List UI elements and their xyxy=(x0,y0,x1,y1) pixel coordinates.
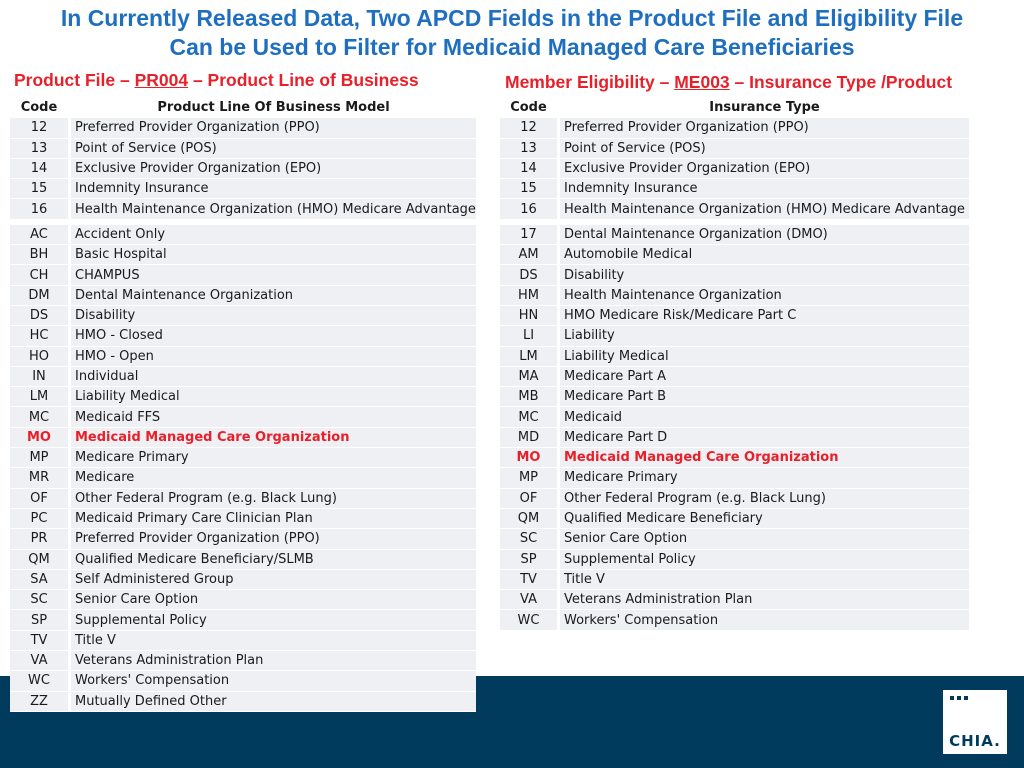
row-description: Medicare Primary xyxy=(560,468,969,488)
row-description: Exclusive Provider Organization (EPO) xyxy=(71,159,476,179)
row-description: Preferred Provider Organization (PPO) xyxy=(71,118,476,138)
row-description: Preferred Provider Organization (PPO) xyxy=(560,118,969,138)
row-description: Veterans Administration Plan xyxy=(560,590,969,610)
header-code: Code xyxy=(10,98,71,118)
header-description: Insurance Type xyxy=(560,98,969,118)
row-code: HN xyxy=(500,306,560,326)
table-row xyxy=(10,245,476,265)
product-file-suffix: – Product Line of Business xyxy=(188,70,419,90)
row-code: DS xyxy=(500,265,560,285)
table-row xyxy=(10,407,476,427)
row-description: Individual xyxy=(71,367,476,387)
header-code: Code xyxy=(500,98,560,118)
table-row xyxy=(500,139,969,159)
row-code: VA xyxy=(10,651,71,671)
table-row xyxy=(10,489,476,509)
row-code: MC xyxy=(10,407,71,427)
row-description: Automobile Medical xyxy=(560,245,969,265)
row-code: VA xyxy=(500,590,560,610)
row-description: Point of Service (POS) xyxy=(71,139,476,159)
row-description: Medicare xyxy=(71,468,476,488)
row-description: Indemnity Insurance xyxy=(71,179,476,199)
row-description: Medicaid Managed Care Organization xyxy=(560,448,969,468)
row-description: Exclusive Provider Organization (EPO) xyxy=(560,159,969,179)
row-description: Veterans Administration Plan xyxy=(71,651,476,671)
table-row xyxy=(500,610,969,630)
row-description: Senior Care Option xyxy=(71,590,476,610)
row-code: 15 xyxy=(500,179,560,199)
row-description: Supplemental Policy xyxy=(71,610,476,630)
table-row xyxy=(500,326,969,346)
row-description: Liability Medical xyxy=(71,387,476,407)
table-row xyxy=(10,428,476,448)
table-row xyxy=(500,489,969,509)
table-row xyxy=(10,570,476,590)
table-row xyxy=(10,326,476,346)
member-eligibility-heading xyxy=(505,71,952,93)
product-file-prefix: Product File – xyxy=(14,70,135,90)
row-code: MA xyxy=(500,367,560,387)
row-code: ZZ xyxy=(10,692,71,712)
row-description: Dental Maintenance Organization xyxy=(71,286,476,306)
row-code: DS xyxy=(10,306,71,326)
row-code: WC xyxy=(10,671,71,691)
row-code: SC xyxy=(10,590,71,610)
row-description: CHAMPUS xyxy=(71,265,476,285)
table-row xyxy=(10,199,476,219)
row-description: Disability xyxy=(71,306,476,326)
table-row xyxy=(500,118,969,138)
row-description: Senior Care Option xyxy=(560,529,969,549)
logo-text: CHIA. xyxy=(949,732,1001,750)
row-description: Mutually Defined Other xyxy=(71,692,476,712)
row-code: MR xyxy=(10,468,71,488)
table-row xyxy=(10,387,476,407)
row-code: 13 xyxy=(10,139,71,159)
table-row xyxy=(500,529,969,549)
row-code: 17 xyxy=(500,225,560,245)
member-eligibility-prefix: Member Eligibility – xyxy=(505,72,675,92)
table-row xyxy=(500,347,969,367)
table-row xyxy=(500,225,969,245)
row-code: OF xyxy=(10,489,71,509)
row-description: Other Federal Program (e.g. Black Lung) xyxy=(71,489,476,509)
table-body xyxy=(10,118,476,712)
table-row xyxy=(500,179,969,199)
table-row xyxy=(500,367,969,387)
product-field-code: PR004 xyxy=(134,70,189,90)
row-code: CH xyxy=(10,265,71,285)
table-row xyxy=(500,448,969,468)
row-code: DM xyxy=(10,286,71,306)
row-code: 15 xyxy=(10,179,71,199)
row-description: Self Administered Group xyxy=(71,570,476,590)
row-code: OF xyxy=(500,489,560,509)
row-code: AC xyxy=(10,225,71,245)
table-row xyxy=(10,286,476,306)
table-row xyxy=(500,590,969,610)
row-code: QM xyxy=(500,509,560,529)
table-row xyxy=(10,347,476,367)
row-description: Point of Service (POS) xyxy=(560,139,969,159)
row-code: SP xyxy=(500,550,560,570)
table-row xyxy=(10,179,476,199)
row-code: 13 xyxy=(500,139,560,159)
row-description: Disability xyxy=(560,265,969,285)
row-description: Medicaid FFS xyxy=(71,407,476,427)
table-row xyxy=(500,245,969,265)
row-description: Qualified Medicare Beneficiary xyxy=(560,509,969,529)
header-description: Product Line Of Business Model xyxy=(71,98,476,118)
row-code: TV xyxy=(10,631,71,651)
table-row xyxy=(10,159,476,179)
table-row xyxy=(10,590,476,610)
row-code: 16 xyxy=(10,199,71,219)
table-row xyxy=(10,509,476,529)
row-code: MO xyxy=(10,428,71,448)
row-code: AM xyxy=(500,245,560,265)
table-row xyxy=(500,199,969,219)
table-row xyxy=(500,407,969,427)
table-row xyxy=(500,570,969,590)
table-row xyxy=(10,448,476,468)
table-row xyxy=(500,265,969,285)
table-header xyxy=(500,98,969,118)
row-code: LM xyxy=(500,347,560,367)
row-description: Indemnity Insurance xyxy=(560,179,969,199)
row-description: Medicaid Primary Care Clinician Plan xyxy=(71,509,476,529)
row-code: LI xyxy=(500,326,560,346)
row-code: BH xyxy=(10,245,71,265)
table-row xyxy=(10,550,476,570)
table-row xyxy=(10,610,476,630)
row-description: Medicare Part B xyxy=(560,387,969,407)
row-description: Workers' Compensation xyxy=(71,671,476,691)
title-line-1: In Currently Released Data, Two APCD Fields in the Product File and Eligibility File xyxy=(60,5,964,31)
table-row xyxy=(10,225,476,245)
row-description: Medicaid Managed Care Organization xyxy=(71,428,476,448)
row-code: QM xyxy=(10,550,71,570)
table-row xyxy=(10,692,476,712)
logo-dots xyxy=(950,696,968,700)
row-code: SC xyxy=(500,529,560,549)
row-description: HMO - Open xyxy=(71,347,476,367)
row-code: 12 xyxy=(500,118,560,138)
row-description: Health Maintenance Organization xyxy=(560,286,969,306)
table-row xyxy=(500,286,969,306)
row-code: IN xyxy=(10,367,71,387)
product-file-heading xyxy=(14,69,419,91)
table-row xyxy=(10,367,476,387)
row-code: MP xyxy=(10,448,71,468)
row-description: Accident Only xyxy=(71,225,476,245)
table-row xyxy=(10,118,476,138)
row-description: Medicare Part D xyxy=(560,428,969,448)
table-row xyxy=(500,550,969,570)
row-code: PR xyxy=(10,529,71,549)
row-description: Basic Hospital xyxy=(71,245,476,265)
row-code: PC xyxy=(10,509,71,529)
row-code: 16 xyxy=(500,199,560,219)
row-description: HMO - Closed xyxy=(71,326,476,346)
row-description: Supplemental Policy xyxy=(560,550,969,570)
table-row xyxy=(500,468,969,488)
row-description: Health Maintenance Organization (HMO) Medicare Advantage xyxy=(71,199,476,219)
title-line-2: Can be Used to Filter for Medicaid Managed Care Beneficiaries xyxy=(169,34,855,60)
table-row xyxy=(500,428,969,448)
row-description: Title V xyxy=(560,570,969,590)
row-code: MB xyxy=(500,387,560,407)
row-code: WC xyxy=(500,610,560,630)
table-header xyxy=(10,98,476,118)
table-row xyxy=(10,631,476,651)
table-row xyxy=(10,468,476,488)
row-code: LM xyxy=(10,387,71,407)
row-description: Medicaid xyxy=(560,407,969,427)
row-description: Preferred Provider Organization (PPO) xyxy=(71,529,476,549)
member-eligibility-suffix: – Insurance Type /Product xyxy=(729,72,953,92)
row-description: Medicare Primary xyxy=(71,448,476,468)
table-body xyxy=(500,118,969,630)
table-row xyxy=(10,529,476,549)
row-code: SA xyxy=(10,570,71,590)
row-code: TV xyxy=(500,570,560,590)
table-row xyxy=(10,265,476,285)
row-description: Liability xyxy=(560,326,969,346)
row-description: Dental Maintenance Organization (DMO) xyxy=(560,225,969,245)
table-row xyxy=(10,651,476,671)
row-description: Medicare Part A xyxy=(560,367,969,387)
product-line-table xyxy=(10,98,476,712)
table-row xyxy=(500,159,969,179)
row-description: HMO Medicare Risk/Medicare Part C xyxy=(560,306,969,326)
insurance-type-table xyxy=(500,98,969,631)
row-code: MC xyxy=(500,407,560,427)
table-row xyxy=(500,509,969,529)
row-description: Health Maintenance Organization (HMO) Medicare Advantage xyxy=(560,199,969,219)
row-code: HM xyxy=(500,286,560,306)
member-field-code: ME003 xyxy=(674,72,730,92)
row-description: Other Federal Program (e.g. Black Lung) xyxy=(560,489,969,509)
row-code: HC xyxy=(10,326,71,346)
row-description: Liability Medical xyxy=(560,347,969,367)
table-row xyxy=(10,139,476,159)
row-code: MD xyxy=(500,428,560,448)
chia-logo xyxy=(943,690,1007,754)
row-description: Qualified Medicare Beneficiary/SLMB xyxy=(71,550,476,570)
table-row xyxy=(10,671,476,691)
table-row xyxy=(500,387,969,407)
row-code: MP xyxy=(500,468,560,488)
slide-title xyxy=(0,4,1024,62)
row-code: 12 xyxy=(10,118,71,138)
row-code: HO xyxy=(10,347,71,367)
table-row xyxy=(500,306,969,326)
row-code: SP xyxy=(10,610,71,630)
row-code: 14 xyxy=(10,159,71,179)
row-description: Title V xyxy=(71,631,476,651)
table-row xyxy=(10,306,476,326)
row-code: 14 xyxy=(500,159,560,179)
row-description: Workers' Compensation xyxy=(560,610,969,630)
row-code: MO xyxy=(500,448,560,468)
